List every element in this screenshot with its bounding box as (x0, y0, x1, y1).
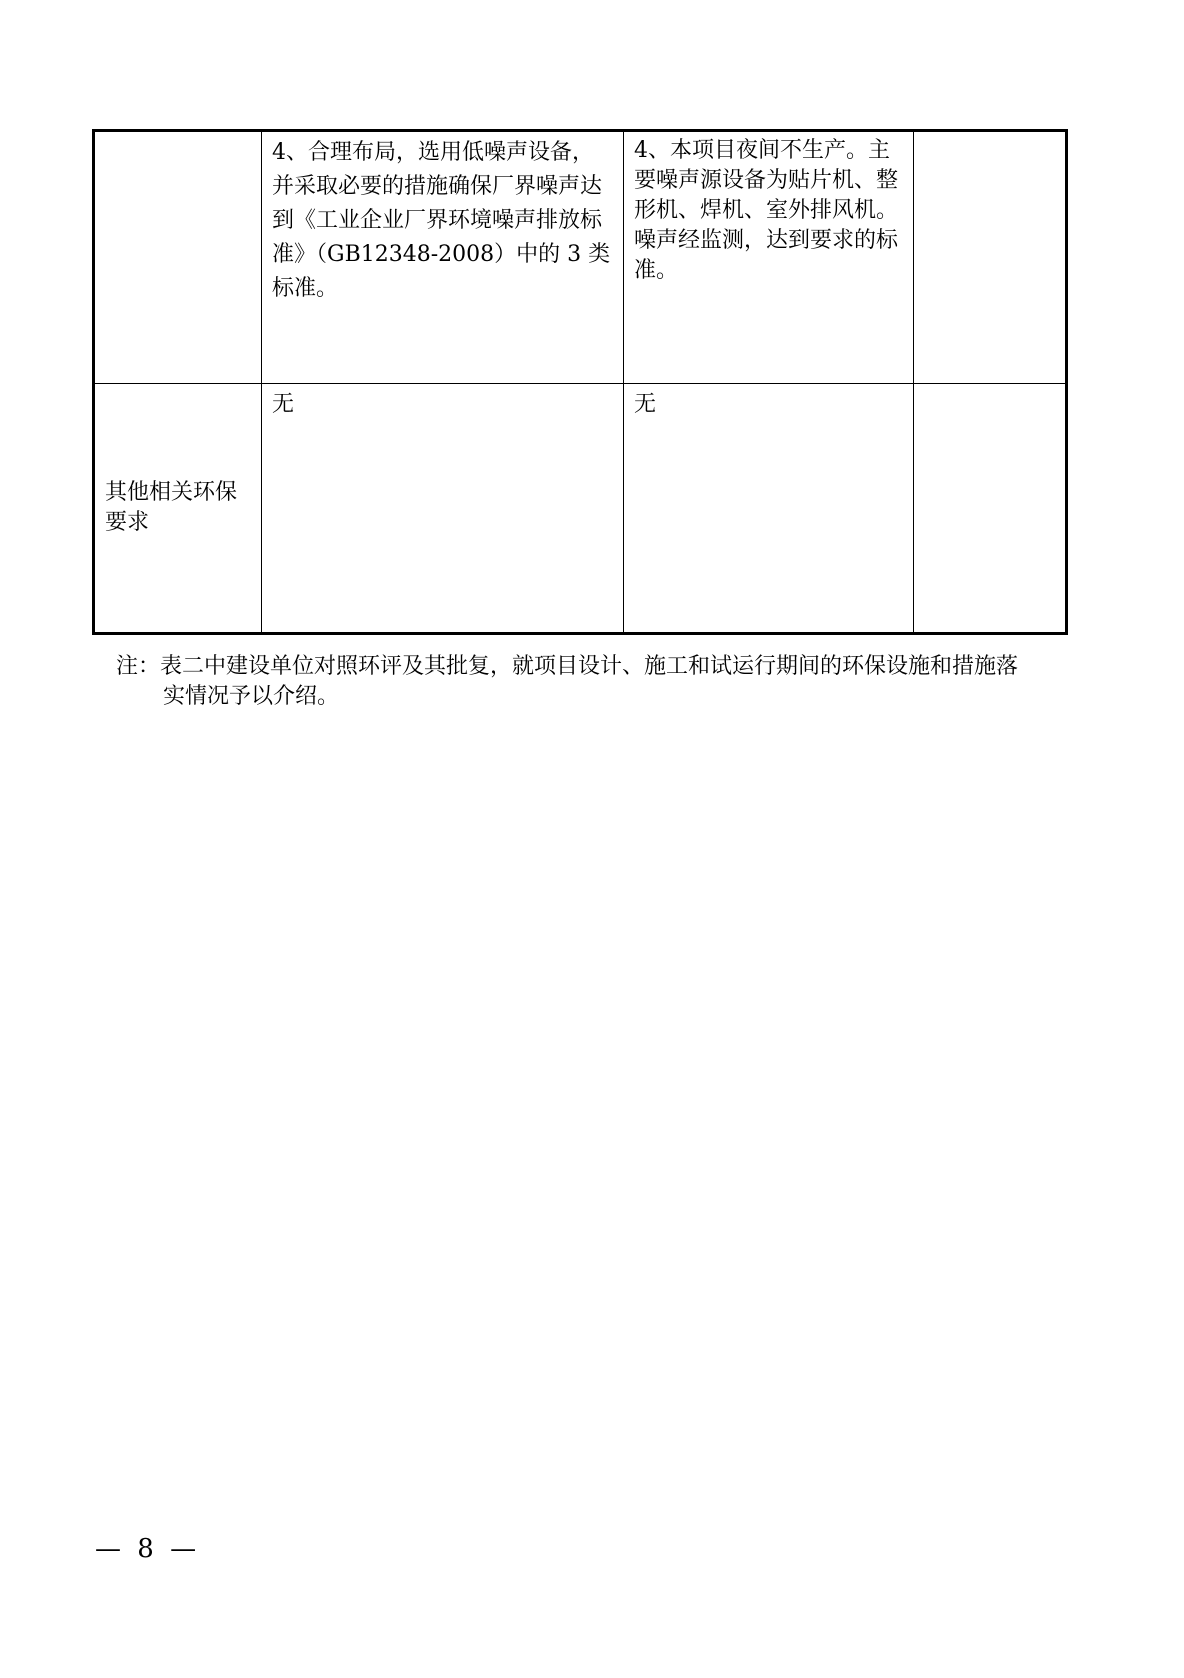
note-line-1: 注：表二中建设单位对照环评及其批复，就项目设计、施工和试运行期间的环保设施和措施落 (116, 654, 1019, 679)
implementation-cell: 4、本项目夜间不生产。主要噪声源设备为贴片机、整形机、焊机、室外排风机。噪声经监测，达到要求的标准。 (624, 131, 914, 384)
row-label: 其他相关环保要求 (94, 384, 262, 634)
table-row (94, 384, 1067, 634)
remark-cell (914, 131, 1067, 384)
requirement-cell: 无 (262, 384, 624, 634)
environmental-measures-table (92, 129, 1068, 635)
page-number: — 8 — (95, 1534, 201, 1564)
note-line-2: 实情况予以介绍。 (163, 684, 340, 709)
table-note (116, 652, 1066, 712)
table-row (94, 131, 1067, 384)
requirement-cell: 4、合理布局，选用低噪声设备，并采取必要的措施确保厂界噪声达到《工业企业厂界环境噪声排放标准》（GB12348-2008）中的 3 类标准。 (262, 131, 624, 384)
remark-cell (914, 384, 1067, 634)
row-label (94, 131, 262, 384)
implementation-cell: 无 (624, 384, 914, 634)
